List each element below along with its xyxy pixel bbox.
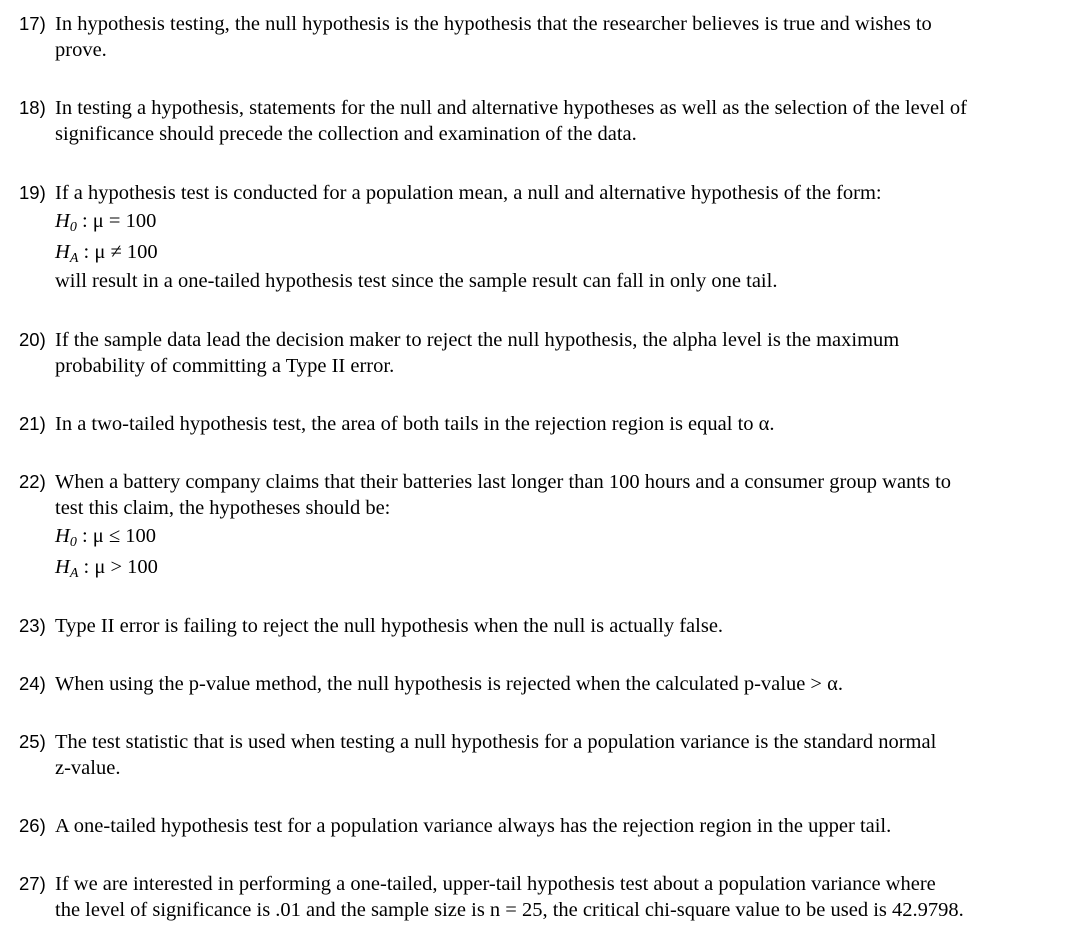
hypothesis-letter: H [55,556,70,578]
question-26 [0,813,1062,839]
question-text: When using the p-value method, the null hypothesis is rejected when the calculated p-value > α. [55,673,843,695]
question-text: In a two-tailed hypothesis test, the area of both tails in the rejection region is equal to α. [55,413,775,435]
question-number: 20) [19,329,46,350]
question-text: In testing a hypothesis, statements for the null and alternative hypotheses as well as the selection of the level of [55,97,967,119]
question-24 [0,671,1062,697]
hypothesis-letter: H [55,210,70,232]
question-number: 22) [19,471,46,492]
question-number: 23) [19,615,46,636]
hypothesis-subscript: A [69,566,79,581]
question-text: If we are interested in performing a one-tailed, upper-tail hypothesis test about a population variance where [55,873,936,895]
question-text: In hypothesis testing, the null hypothesis is the hypothesis that the researcher believes is true and wishes to [55,13,932,35]
question-text-continued: significance should precede the collection and examination of the data. [55,123,637,145]
hypothesis-colon: : [83,556,90,578]
question-text: The test statistic that is used when testing a null hypothesis for a population variance is the standard normal [55,731,937,753]
question-18 [0,95,1062,147]
question-number: 18) [19,97,46,118]
question-text-continued: probability of committing a Type II error. [55,355,395,377]
hypothesis-letter: H [55,525,70,547]
question-17 [0,11,1062,63]
hypothesis-relation: μ = 100 [92,210,157,232]
question-19 [0,180,1062,294]
question-21 [0,411,1062,437]
question-text-continued: test this claim, the hypotheses should be: [55,497,391,519]
alternative-hypothesis [0,552,1062,583]
question-number: 19) [19,182,46,203]
null-hypothesis [0,206,1062,237]
null-hypothesis [0,521,1062,552]
question-number: 25) [19,731,46,752]
question-text-continued: z-value. [55,757,121,779]
question-text: If the sample data lead the decision maker to reject the null hypothesis, the alpha level is the maximum [55,329,900,351]
hypothesis-relation: μ > 100 [94,556,158,578]
hypothesis-subscript: 0 [69,535,77,550]
question-25 [0,729,1062,781]
question-text: When a battery company claims that their batteries last longer than 100 hours and a consumer group wants to [55,471,952,493]
question-number: 17) [19,13,46,34]
question-number: 24) [19,673,46,694]
question-number: 26) [19,815,46,836]
question-number: 27) [19,873,46,894]
question-20 [0,327,1062,379]
question-text: If a hypothesis test is conducted for a population mean, a null and alternative hypothesis of the form: [55,182,882,204]
hypothesis-colon: : [81,210,88,232]
alternative-hypothesis [0,237,1062,268]
hypothesis-colon: : [81,525,88,547]
hypothesis-subscript: A [69,251,79,266]
question-23 [0,613,1062,639]
hypothesis-subscript: 0 [69,220,77,235]
hypothesis-relation: μ ≤ 100 [92,525,157,547]
question-text: A one-tailed hypothesis test for a population variance always has the rejection region in the upper tail. [55,815,892,837]
question-text: Type II error is failing to reject the null hypothesis when the null is actually false. [55,615,724,637]
question-text-continued: prove. [55,39,107,61]
hypothesis-colon: : [83,241,90,263]
question-text-continued: the level of significance is .01 and the sample size is n = 25, the critical chi-square value to be used is 42.9798. [55,899,964,921]
hypothesis-letter: H [55,241,70,263]
question-text-continued: will result in a one-tailed hypothesis test since the sample result can fall in only one tail. [55,270,778,292]
hypothesis-relation: μ ≠ 100 [94,241,158,263]
question-27 [0,871,1062,923]
question-number: 21) [19,413,46,434]
question-22 [0,469,1062,583]
